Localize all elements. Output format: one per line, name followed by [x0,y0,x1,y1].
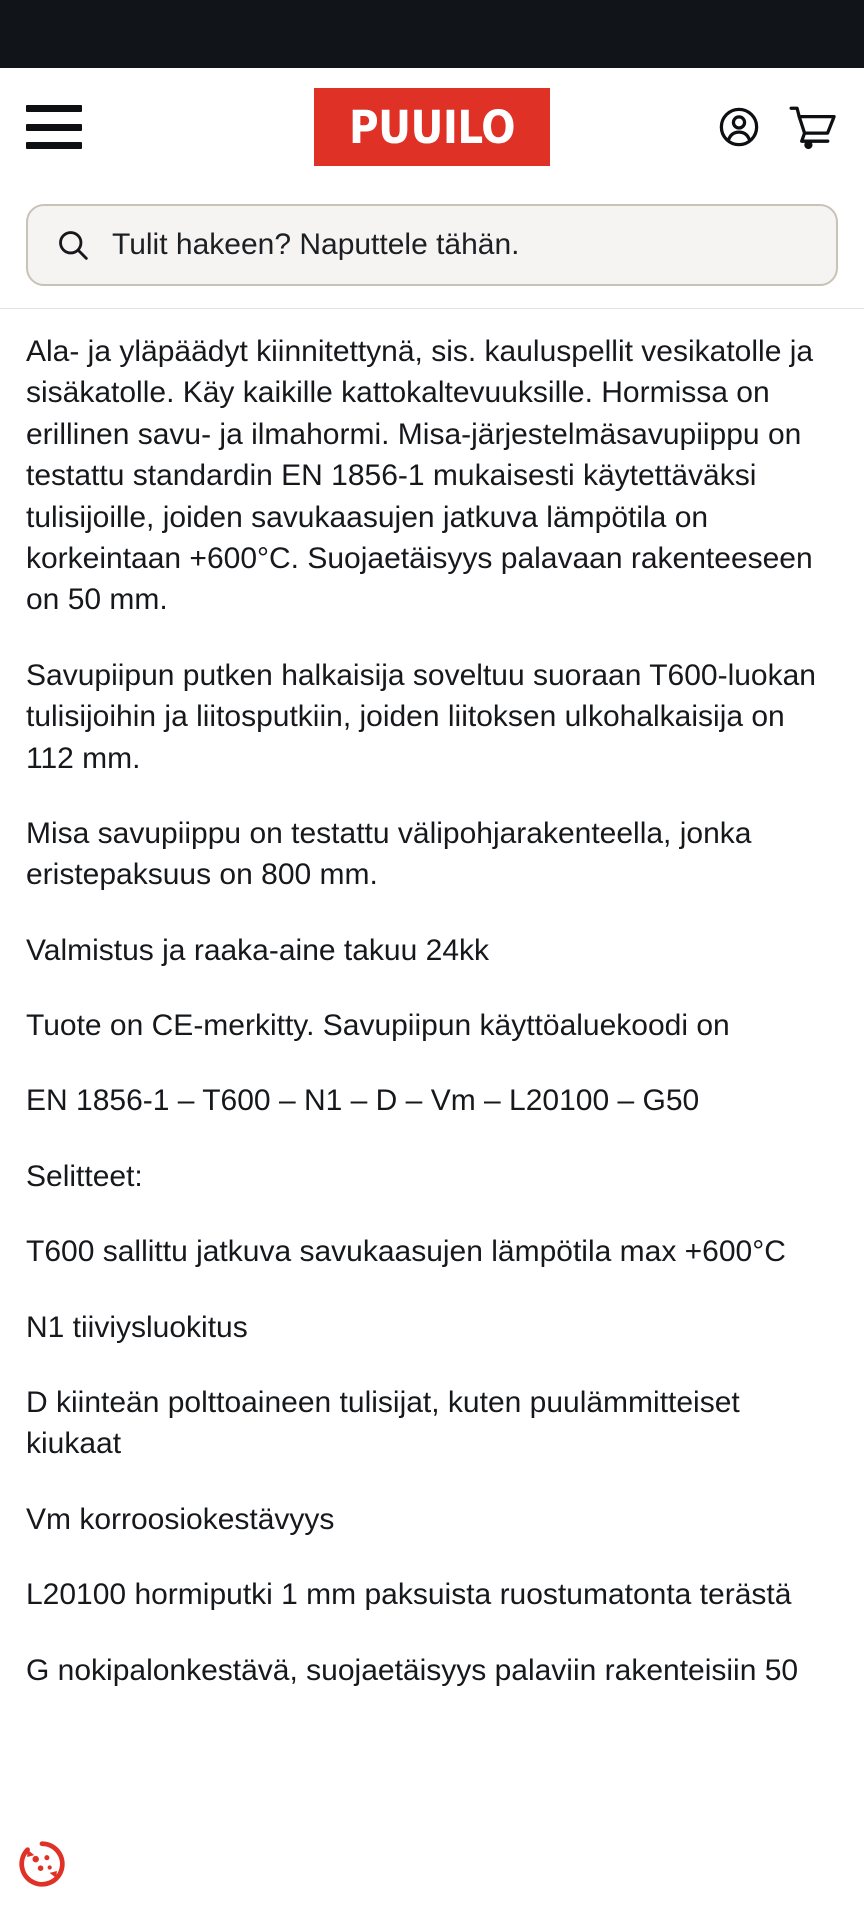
warranty-paragraph: Valmistus ja raaka-aine takuu 24kk [26,933,490,967]
puuilo-logo[interactable] [314,88,550,166]
account-icon[interactable] [716,104,762,150]
search-placeholder: Tulit hakeen? Naputtele tähän. [112,228,520,261]
system-status-bar [0,0,864,68]
menu-icon[interactable] [26,105,82,149]
ce-marking-paragraph: Tuote on CE-merkitty. Savupiipun käyttöaluekoodi on [26,1009,730,1043]
legend-item: D kiinteän polttoaineen tulisijat, kuten puulämmitteiset kiukaat [26,1386,740,1461]
hamburger-bar [26,142,82,149]
description-paragraph: Misa savupiippu on testattu välipohjarakenteella, jonka eristepaksuus on 800 mm. [26,816,752,892]
search-input[interactable] [26,204,838,286]
legend-item: N1 tiiviysluokitus [26,1310,248,1344]
logo-text: PUUILO [348,100,516,154]
site-header [0,68,864,186]
cookie-settings-icon[interactable] [14,1836,70,1892]
legend-item: Vm korroosiokestävyys [26,1502,335,1536]
hamburger-bar [26,105,82,112]
header-actions [716,104,838,150]
search-icon [56,228,90,262]
description-paragraph: Savupiipun putken halkaisija soveltuu suoraan T600-luokan tulisijoihin ja liitosputkiin, joiden liitoksen ulkohalkaisija on 112 mm. [26,658,816,775]
description-paragraph: Ala- ja yläpäädyt kiinnitettynä, sis. kauluspellit vesikatolle ja sisäkatolle. Käy kaikille kattokaltevuuksille. Hormissa on erillinen savu- ja ilmahormi. Misa-järjestelmäsavupiippu on testattu standardin EN 1856-1 mukaisesti käytettäväksi tulisijoille, joiden savukaasujen jatkuva lämpötila on korkeintaan +600°C. Suojaetäisyys palavaan rakenteeseen on 50 mm. [26,335,814,617]
legend-item: G nokipalonkestävä, suojaetäisyys palaviin rakenteisiin 50 [26,1653,799,1687]
legend-heading: Selitteet: [26,1159,143,1193]
legend-item: L20100 hormiputki 1 mm paksuista ruostumatonta terästä [26,1578,792,1612]
hamburger-bar [26,124,82,131]
legend-item: T600 sallittu jatkuva savukaasujen lämpötila max +600°C [26,1235,786,1269]
search-section [0,186,864,308]
product-description [0,309,864,1691]
cart-icon[interactable] [788,104,838,150]
standard-code: EN 1856-1 – T600 – N1 – D – Vm – L20100 – G50 [26,1084,700,1118]
